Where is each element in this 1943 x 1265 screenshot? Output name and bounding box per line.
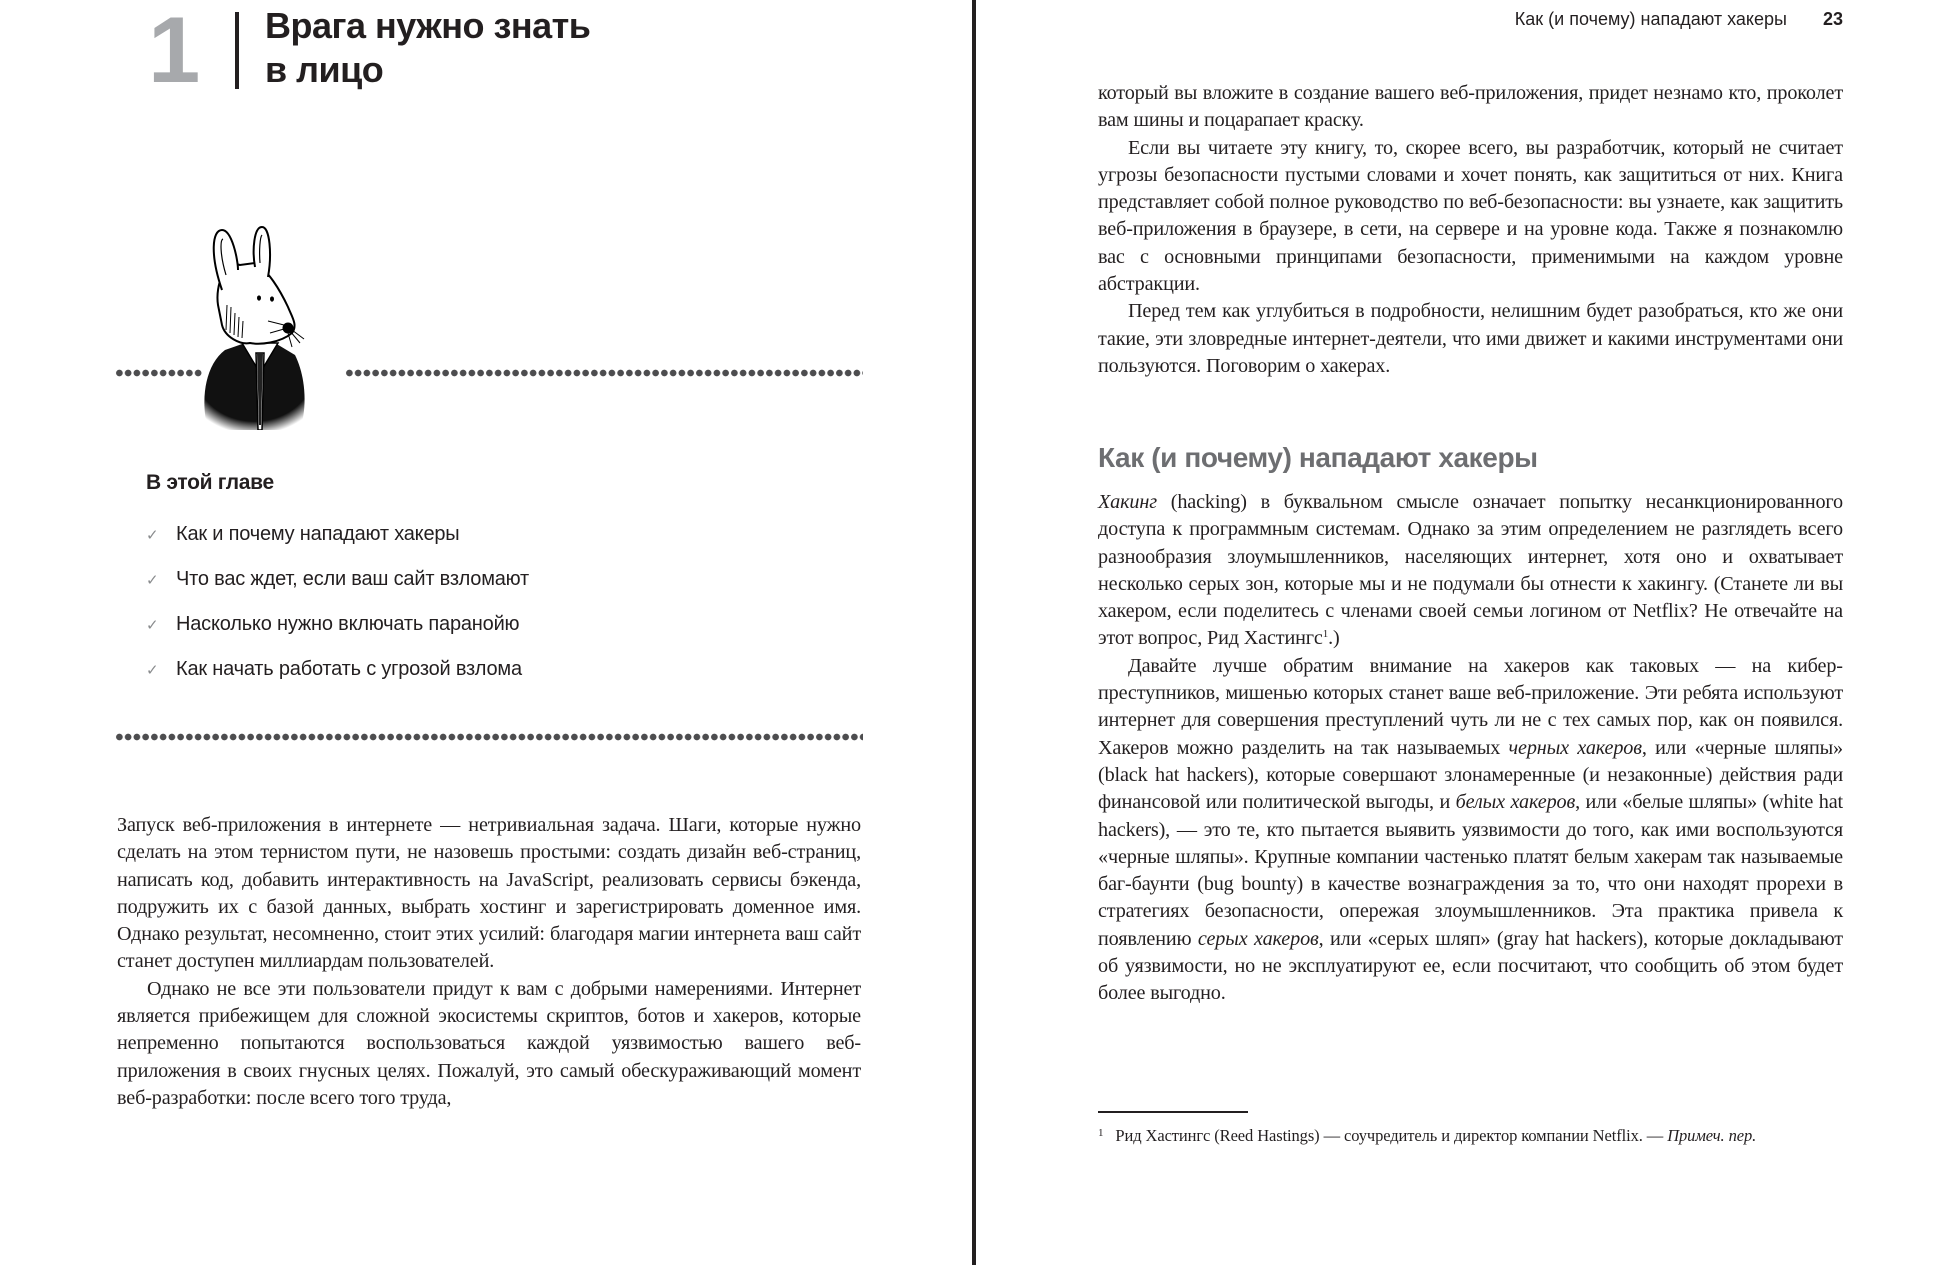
chapter-topic-item [146, 557, 529, 602]
check-icon: ✓ [146, 616, 159, 634]
section-heading: Как (и почему) нападают хакеры [1098, 442, 1538, 473]
chapter-topic-item [146, 512, 529, 557]
paragraph: который вы вложите в создание вашего веб-приложения, придет незнамо кто, проколет вам шины и поцарапает краску. [1098, 82, 1843, 132]
check-icon: ✓ [146, 526, 159, 544]
right-body-section [1098, 489, 1843, 1008]
paragraph-text: , или «черные шляпы» (black hat hackers), которые совершают злонамеренные (и незаконные) действия ради финансовой или политической выгоды, и [1098, 736, 1843, 814]
term-emphasis: белых хакеров [1455, 791, 1576, 814]
footnote-note: Примеч. пер. [1667, 1126, 1757, 1145]
page-spine-divider [972, 0, 976, 1265]
footnote [1098, 1122, 1843, 1147]
running-head-title: Как (и почему) нападают хакеры [1514, 9, 1787, 29]
paragraph-text: (hacking) в буквальном смысле означает попытку несанкционированного доступа к программным системам. Однако за этим определением не разглядеть всего разнообразия злоумышленников, населяющих интернет, хотя оно и охватывает несколько серых зон, которые мы и не подумали бы отнести к хакингу. (Станете ли вы хакером, если поделитесь с членами своей семьи логином от Netflix? Не отвечайте на этот вопрос, Рид Хастингс [1098, 491, 1843, 650]
running-head [1090, 9, 1843, 30]
left-body-text [117, 812, 861, 1112]
term-emphasis: серых хакеров [1197, 927, 1319, 950]
page-number: 23 [1822, 9, 1843, 29]
paragraph [1098, 653, 1843, 1008]
paragraph-text: .) [1328, 627, 1340, 650]
check-icon: ✓ [146, 661, 159, 679]
term-emphasis: черных хакеров [1508, 736, 1642, 759]
paragraph-text: , или «серых шляп» (gray hat hackers), которые докладывают об уязвимости, но не эксплуатируют ее, если посчитают, что сообщить об этом будет более выгодно. [1098, 927, 1843, 1005]
chapter-topic-label: Что вас ждет, если ваш сайт взломают [176, 568, 530, 590]
chapter-title-line-2: в лицо [265, 49, 384, 90]
chapter-topic-label: Как начать работать с угрозой взлома [176, 658, 522, 680]
chapter-topic-item [146, 602, 529, 647]
footnote-rule [1098, 1111, 1248, 1113]
footnote-text: Рид Хастингс (Reed Hastings) — соучредитель и директор компании Netflix. — [1115, 1126, 1668, 1145]
chapter-topic-label: Насколько нужно включать паранойю [176, 613, 520, 635]
chapter-topic-label: Как и почему нападают хакеры [176, 523, 460, 545]
chapter-topic-item [146, 647, 529, 692]
in-this-chapter-heading: В этой главе [146, 471, 274, 494]
paragraph: Однако не все эти пользователи придут к вам с добрыми намерениями. Интернет является прибежищем для сложной экосистемы скриптов, ботов и хакеров, которые непременно попытаются воспользоваться каждой уязвимостью вашего веб-приложения в своих гнусных целях. Пожалуй, это самый обескураживающий момент веб-разработки: после всего того труда, [117, 977, 861, 1109]
paragraph-text: , или «белые шляпы» (white hat hackers), — это те, кто пытается выявить уязвимости до того, как ими воспользуются «черные шляпы». Крупные компании частенько платят белым хакерам так называемые баг-баунти (bug bounty) в качестве вознаграждения за то, что они находят прорехи в стратегиях безопасности, опережая злоумышленников. Эта практика привела к появлению [1098, 791, 1843, 950]
chapter-title [265, 4, 590, 92]
footnote-reference[interactable]: 1 [1322, 628, 1329, 641]
paragraph-text: Давайте лучше обратим внимание на хакеров как таковых — на киберпреступников, мишенью которых станет ваше веб-приложение. Эти ребята используют интернет для совершения преступлений чуть ли не с тех самых пор, как он появился. Хакеров можно разделить на так называемых [1098, 654, 1843, 759]
chapter-number: 1 [148, 0, 199, 102]
footnote-mark: 1 [1098, 1127, 1104, 1139]
check-icon: ✓ [146, 571, 159, 589]
paragraph [1098, 489, 1843, 653]
in-this-chapter-list [146, 512, 529, 692]
term-emphasis: Хакинг [1098, 491, 1157, 513]
paragraph: Если вы читаете эту книгу, то, скорее всего, вы разработчик, который не считает угрозы безопасности пустыми словами и хочет понять, как защититься от них. Книга представляет собой полное руководство по веб-безопасности: вы узнаете, как защитить веб-приложения в браузере, в сети, на сервере и на уровне кода. Также я познакомлю вас с основными принципами безопасности, применимыми на каждом уровне абстракции. [1098, 136, 1843, 296]
paragraph: Перед тем как углубиться в подробности, нелишним будет разобраться, кто же они такие, эти зловредные интернет-деятели, что ими движет и какими инструментами они пользуются. Поговорим о хакерах. [1098, 300, 1843, 377]
rabbit-mascot-icon [180, 225, 355, 430]
dotted-rule-bottom [115, 733, 863, 741]
chapter-title-line-1: Врага нужно знать [265, 5, 591, 46]
right-body-intro [1098, 80, 1843, 380]
chapter-title-bar [235, 12, 239, 89]
dotted-rule-top-right [345, 369, 863, 377]
paragraph: Запуск веб-приложения в интернете — нетривиальная задача. Шаги, которые нужно сделать на этом тернистом пути, не назовешь простыми: создать дизайн веб-страниц, написать код, добавить интерактивность на JavaScript, реализовать сервисы бэкенда, подружить их с базой данных, выбрать хостинг и зарегистрировать доменное имя. Однако результат, несомненно, стоит этих усилий: благодаря магии интернета ваш сайт станет доступен миллиардам пользователей. [117, 814, 861, 973]
